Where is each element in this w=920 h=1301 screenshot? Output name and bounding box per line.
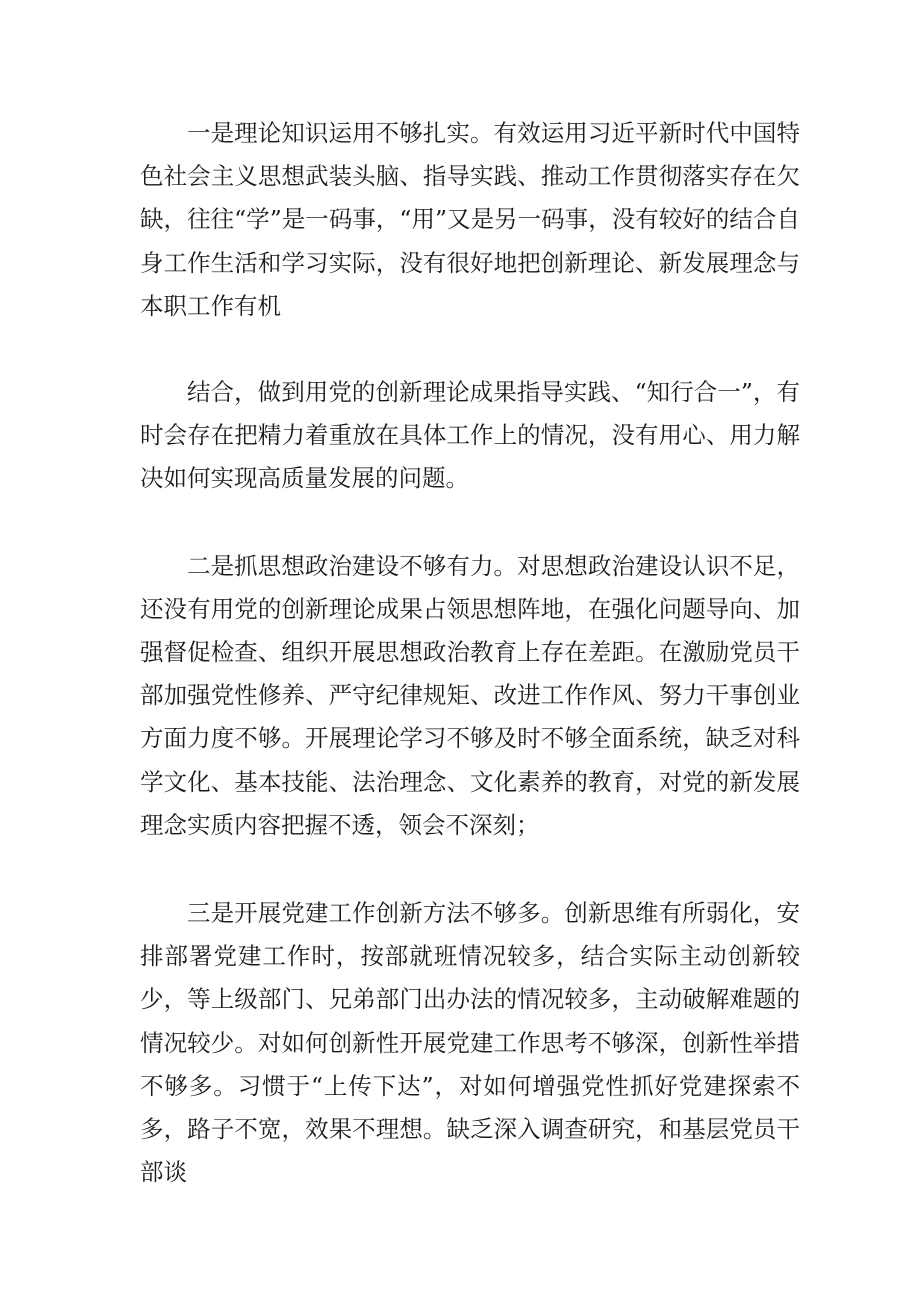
paragraph-integration: 结合，做到用党的创新理论成果指导实践、“知行合一”，有时会存在把精力着重放在具体工作上的情况，没有用心、用力解决如何实现高质量发展的问题。 <box>140 378 800 493</box>
paragraph-party-innovation: 三是开展党建工作创新方法不够多。创新思维有所弱化，安排部署党建工作时，按部就班情况较多，结合实际主动创新较少，等上级部门、兄弟部门出办法的情况较多，主动破解难题的情况较少。对如何创新性开展党建工作思考不够深，创新性举措不够多。习惯于“上传下达”，对如何增强党性抓好党建探索不多，路子不宽，效果不理想。缺乏深入调查研究，和基层党员干部谈 <box>140 899 800 1187</box>
paragraph-theory-application: 一是理论知识运用不够扎实。有效运用习近平新时代中国特色社会主义思想武装头脑、指导实践、推动工作贯彻落实存在欠缺，往往“学”是一码事，“用”又是另一码事，没有较好的结合自身工作生活和学习实际，没有很好地把创新理论、新发展理念与本职工作有机 <box>140 119 800 320</box>
document-body <box>140 112 800 1194</box>
paragraph-political-building: 二是抓思想政治建设不够有力。对思想政治建设认识不足，还没有用党的创新理论成果占领思想阵地，在强化问题导向、加强督促检查、组织开展思想政治教育上存在差距。在激励党员干部加强党性修养、严守纪律规矩、改进工作作风、努力干事创业方面力度不够。开展理论学习不够及时不够全面系统，缺乏对科学文化、基本技能、法治理念、文化素养的教育，对党的新发展理念实质内容把握不透，领会不深刻； <box>140 551 800 839</box>
